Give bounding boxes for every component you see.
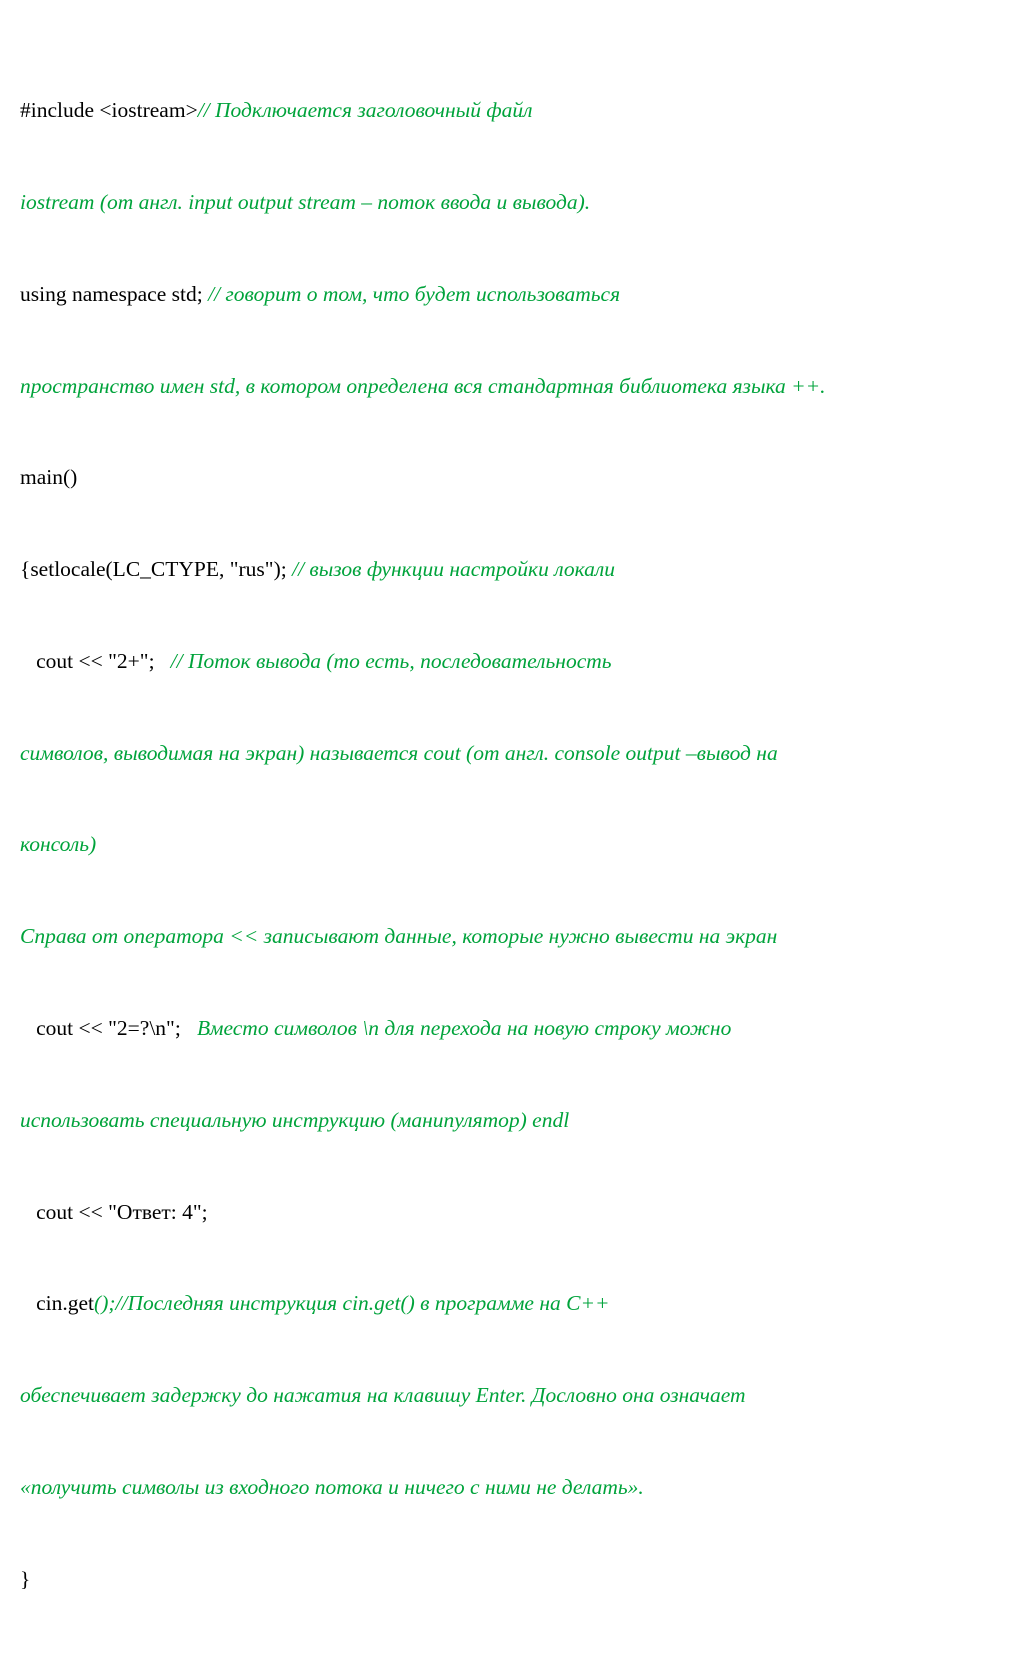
code-line [20, 1564, 1010, 1595]
code-text: #include <iostream> [20, 98, 198, 123]
code-line [20, 554, 1010, 585]
code-text: cout << "2=?\n"; [20, 1016, 197, 1040]
code-comment: // Поток вывода (то есть, последовательность [170, 648, 612, 673]
code-line [20, 738, 1010, 769]
code-text: cout << "Ответ: 4"; [20, 1199, 208, 1224]
code-line [20, 1197, 1010, 1228]
code-comment: // Подключается заголовочный файл [197, 98, 533, 123]
code-line [20, 1472, 1010, 1503]
code-comment: // говорит о том, что будет использоваться [208, 281, 621, 306]
code-line [20, 1288, 1010, 1319]
code-listing [20, 34, 1010, 1655]
code-line [20, 829, 1010, 860]
code-comment: ();//Последняя инструкция cin.get() в программе на C++ [94, 1291, 610, 1316]
code-line [20, 1013, 1010, 1044]
code-line [20, 921, 1010, 952]
code-comment: // вызов функции настройки локали [292, 557, 616, 582]
code-line [20, 462, 1010, 493]
code-comment: Справа от оператора << записывают данные, которые нужно вывести на экран [20, 924, 778, 949]
code-line [20, 371, 1010, 402]
code-text: {setlocale(LC_CTYPE, "rus"); [20, 557, 293, 582]
code-line [20, 279, 1010, 310]
code-comment: iostream (от англ. input output stream – поток ввода и вывода). [20, 189, 591, 214]
code-comment: Вместо символов \n для перехода на новую строку можно [196, 1016, 732, 1040]
code-text: cin.get [20, 1291, 95, 1316]
code-comment: пространство имен std, в котором определена вся стандартная библиотека языка ++. [20, 373, 826, 398]
code-comment: обеспечивает задержку до нажатия на клавишу Enter. Дословно она означает [20, 1383, 746, 1408]
code-comment: использовать специальную инструкцию (манипулятор) endl [20, 1107, 570, 1132]
code-text: cout << "2+"; [20, 648, 171, 673]
code-line [20, 187, 1010, 218]
code-comment: консоль) [20, 832, 97, 857]
code-line [20, 646, 1010, 677]
code-line [20, 1105, 1010, 1136]
code-text: using namespace std; [20, 281, 209, 306]
code-line [20, 95, 1010, 126]
code-comment: «получить символы из входного потока и ничего с ними не делать». [20, 1474, 644, 1499]
code-comment: символов, выводимая на экран) называется cout (от англ. console output –вывод на [20, 740, 778, 765]
code-text: } [20, 1566, 31, 1591]
code-text: main() [20, 465, 78, 490]
code-line [20, 1380, 1010, 1411]
